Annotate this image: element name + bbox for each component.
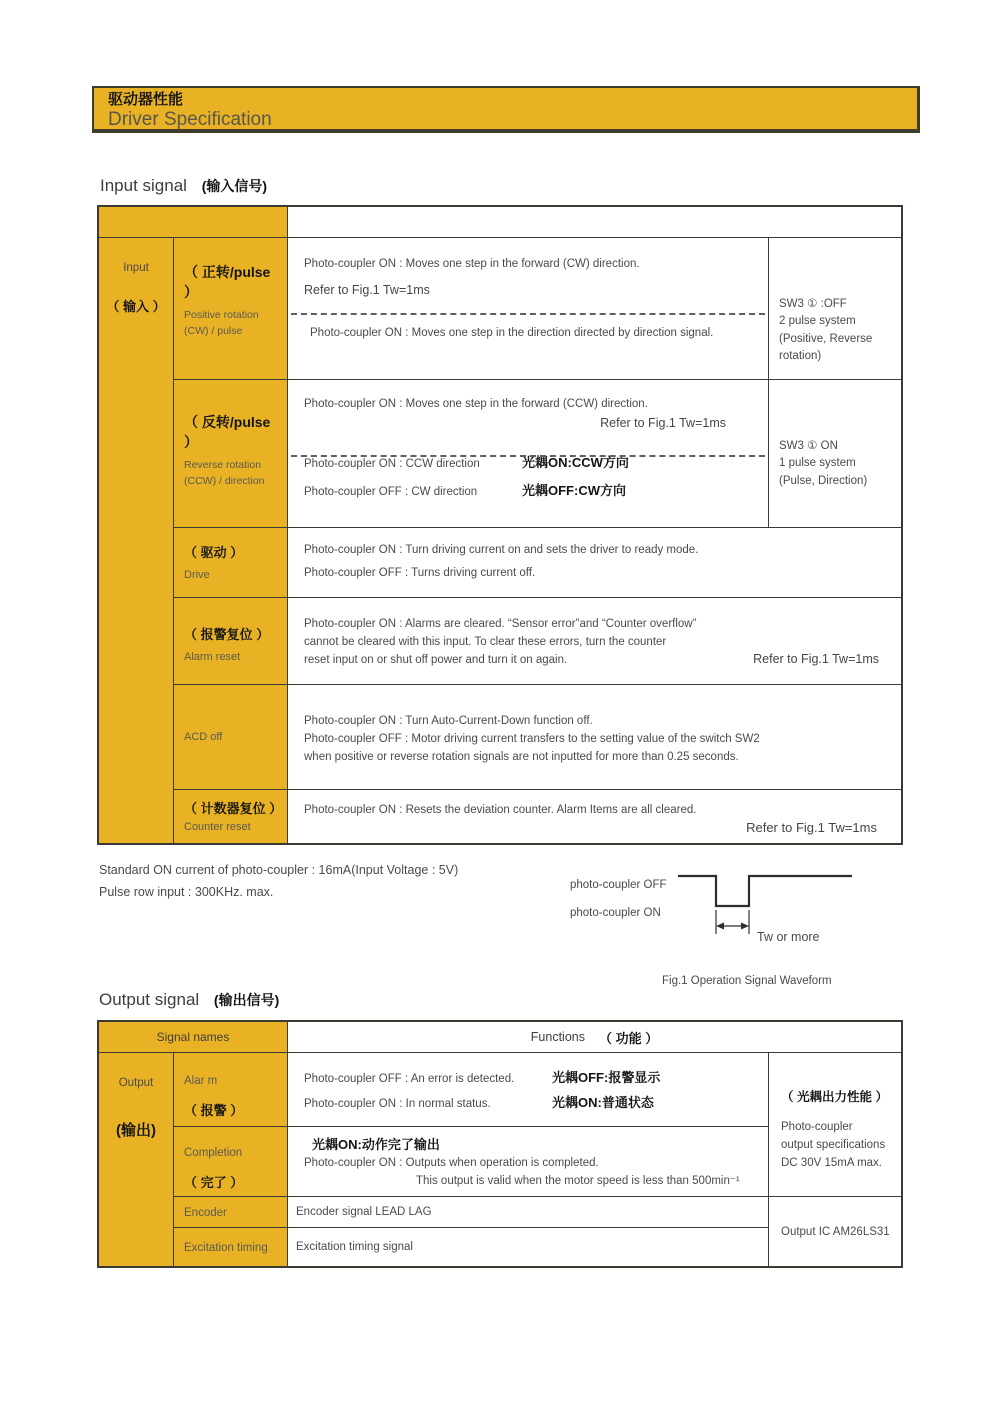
alarm-zh: （ 报警 ） [184,1103,244,1119]
functions-en: Functions [530,1030,585,1044]
pos-func-line1: Photo-coupler ON : Moves one step in the forward (CW) direction. [304,258,640,270]
note-a-line2: output specifications [781,1138,886,1151]
completion-en: Completion [184,1147,243,1159]
row-encoder-function [288,1197,769,1228]
row-divider-dashed [291,455,765,457]
waveform-off-label: photo-coupler OFF [570,879,667,891]
row-alarm-reset-name [174,598,288,685]
rev-func-refer: Refer to Fig.1 Tw=1ms [600,415,726,430]
positive-rotation-en2: (CW) / pulse [184,324,243,337]
output-note-ic: Output IC AM26LS31 [781,1225,890,1238]
row-reverse-rotation-name [174,380,288,528]
counter-reset-line1: Photo-coupler ON : Resets the deviation counter. Alarm Items are all cleared. [304,804,697,816]
photo-coupler-notes [99,860,458,904]
output-header-signal-names: Signal names [99,1022,288,1053]
page-title-en: Driver Specification [108,109,272,130]
waveform-tw-label: Tw or more [757,930,820,944]
completion-zh: （ 完了 ） [184,1175,244,1191]
input-label-en: Input [123,262,149,274]
note-a-line1: Photo-coupler [781,1121,853,1133]
alarm-func-line1 [304,1067,752,1086]
row-completion-function [288,1127,769,1197]
row-acd-off-name [174,685,288,790]
alarm-reset-refer: Refer to Fig.1 Tw=1ms [753,651,879,666]
reverse-rotation-en2: (CCW) / direction [184,474,265,487]
rev-func-line3-zh: 光耦OFF:CW方向 [522,482,626,498]
encoder-func: Encoder signal LEAD LAG [296,1206,432,1218]
row-positive-rotation-note [769,238,901,380]
alarm-reset-zh: （ 报警复位 ） [184,627,270,642]
input-signal-table [97,205,903,845]
drive-func-line1: Photo-coupler ON : Turn driving current on and sets the driver to ready mode. [304,544,699,556]
alarm-func-line1-en: Photo-coupler OFF : An error is detected. [304,1073,515,1085]
drive-zh: （ 驱动 ） [184,545,244,560]
input-signal-heading-zh: (输入信号) [201,178,268,194]
acd-off-en: ACD off [184,731,223,743]
input-signal-heading-en: Input signal [100,176,187,195]
waveform-on-label: photo-coupler ON [570,907,661,919]
input-column-label [99,238,174,843]
row-alarm-name [174,1053,288,1127]
output-signal-heading-en: Output signal [99,990,200,1009]
row-counter-reset-name [174,790,288,843]
note-a-line3: DC 30V 15mA max. [781,1156,882,1169]
positive-rotation-zh: （ 正转/pulse ） [184,264,271,300]
acd-line1: Photo-coupler ON : Turn Auto-Current-Down function off. [304,715,593,727]
row-excitation-name [174,1228,288,1266]
output-label-zh: (输出) [116,1122,156,1139]
row-reverse-rotation-function [288,380,769,528]
row-acd-off-function [288,685,901,790]
output-label-en: Output [118,1077,154,1089]
row-drive-function [288,528,901,598]
page-title-zh: 驱动器性能 [108,91,184,108]
alarm-func-line2-zh: 光耦ON:普通状态 [552,1095,654,1110]
input-label-zh: （ 输入 ） [106,299,166,314]
output-column-label [99,1053,174,1266]
alarm-reset-en: Alarm reset [184,651,241,663]
output-note-photocoupler [769,1053,901,1197]
pos-func-line2: Photo-coupler ON : Moves one step in the direction directed by direction signal. [310,326,714,339]
counter-reset-en: Counter reset [184,821,251,833]
rev-func-line1: Photo-coupler ON : Moves one step in the forward (CCW) direction. [304,398,648,410]
counter-reset-refer: Refer to Fig.1 Tw=1ms [746,819,877,835]
output-signal-heading-zh: (输出信号) [213,992,280,1008]
alarm-func-line2 [304,1092,752,1111]
rev-note-line3: (Pulse, Direction) [779,474,868,487]
alarm-func-line2-en: Photo-coupler ON : In normal status. [304,1098,491,1110]
rev-func-line3 [304,480,752,499]
encoder-en: Encoder [184,1207,227,1219]
acd-line3: when positive or reverse rotation signals are not inputted for more than 0.25 seconds. [304,750,739,763]
completion-line2: Photo-coupler ON : Outputs when operation is completed. [304,1157,599,1169]
drive-en: Drive [184,569,210,581]
rev-note-line1: SW3 ① ON [779,440,838,452]
excitation-en: Excitation timing [184,1242,268,1254]
row-divider-dashed [291,313,765,315]
pos-note-line3: (Positive, Reverse rotation) [779,332,873,362]
acd-line2: Photo-coupler OFF : Motor driving current transfers to the setting value of the switch SW2 [304,732,760,745]
note-current: Standard ON current of photo-coupler : 16mA(Input Voltage : 5V) [99,863,459,877]
reverse-rotation-en1: Reverse rotation [184,459,262,471]
rev-func-line2-en: Photo-coupler ON : CCW direction [304,457,480,470]
alarm-reset-line3-wrap [304,652,885,670]
row-counter-reset-function [288,790,901,843]
note-pulse: Pulse row input : 300KHz. max. [99,884,274,899]
functions-zh: （ 功能 ） [598,1030,659,1046]
page-banner [92,86,920,133]
excitation-func: Excitation timing signal [296,1241,413,1253]
row-completion-name [174,1127,288,1197]
row-alarm-function [288,1053,769,1127]
reverse-rotation-zh: （ 反转/pulse ） [184,414,271,450]
row-reverse-rotation-note [769,380,901,528]
alarm-en: Alar m [184,1075,218,1087]
output-signal-table [97,1020,903,1268]
alarm-func-line1-zh: 光耦OFF:报警显示 [552,1070,661,1085]
counter-reset-zh: （ 计数器复位 ） [184,801,283,816]
pos-func-refer: Refer to Fig.1 Tw=1ms [304,282,430,297]
row-excitation-function [288,1228,769,1266]
output-signal-heading [99,990,279,1010]
completion-line3: This output is valid when the motor speed is less than 500min⁻¹ [416,1174,740,1187]
alarm-reset-line2: cannot be cleared with this input. To clear these errors, turn the counter [304,635,667,648]
positive-rotation-en1: Positive rotation [184,309,259,321]
completion-line1: 光耦ON:动作完了输出 [312,1137,440,1152]
row-positive-rotation-name [174,238,288,380]
pos-note-line1: SW3 ① :OFF [779,298,847,310]
row-drive-name [174,528,288,598]
figure-caption: Fig.1 Operation Signal Waveform [662,975,832,987]
output-header-functions [288,1022,901,1053]
rev-note-line2: 1 pulse system [779,457,856,470]
alarm-reset-line3: reset input on or shut off power and turn it on again. [304,653,568,666]
input-table-header-left [99,207,288,238]
rev-func-line2-zh: 光耦ON:CCW方向 [522,454,629,470]
input-signal-heading [100,176,267,196]
rev-func-line3-en: Photo-coupler OFF : CW direction [304,485,478,498]
alarm-reset-line1: Photo-coupler ON : Alarms are cleared. “Sensor error”and “Counter overflow” [304,618,697,630]
row-positive-rotation-function [288,238,769,380]
row-alarm-reset-function [288,598,901,685]
note-a-title: （ 光耦出力性能 ） [781,1090,888,1104]
pos-note-line2: 2 pulse system [779,315,856,328]
row-encoder-name [174,1197,288,1228]
input-table-header-right [288,207,901,238]
drive-func-line2: Photo-coupler OFF : Turns driving current off. [304,566,536,579]
